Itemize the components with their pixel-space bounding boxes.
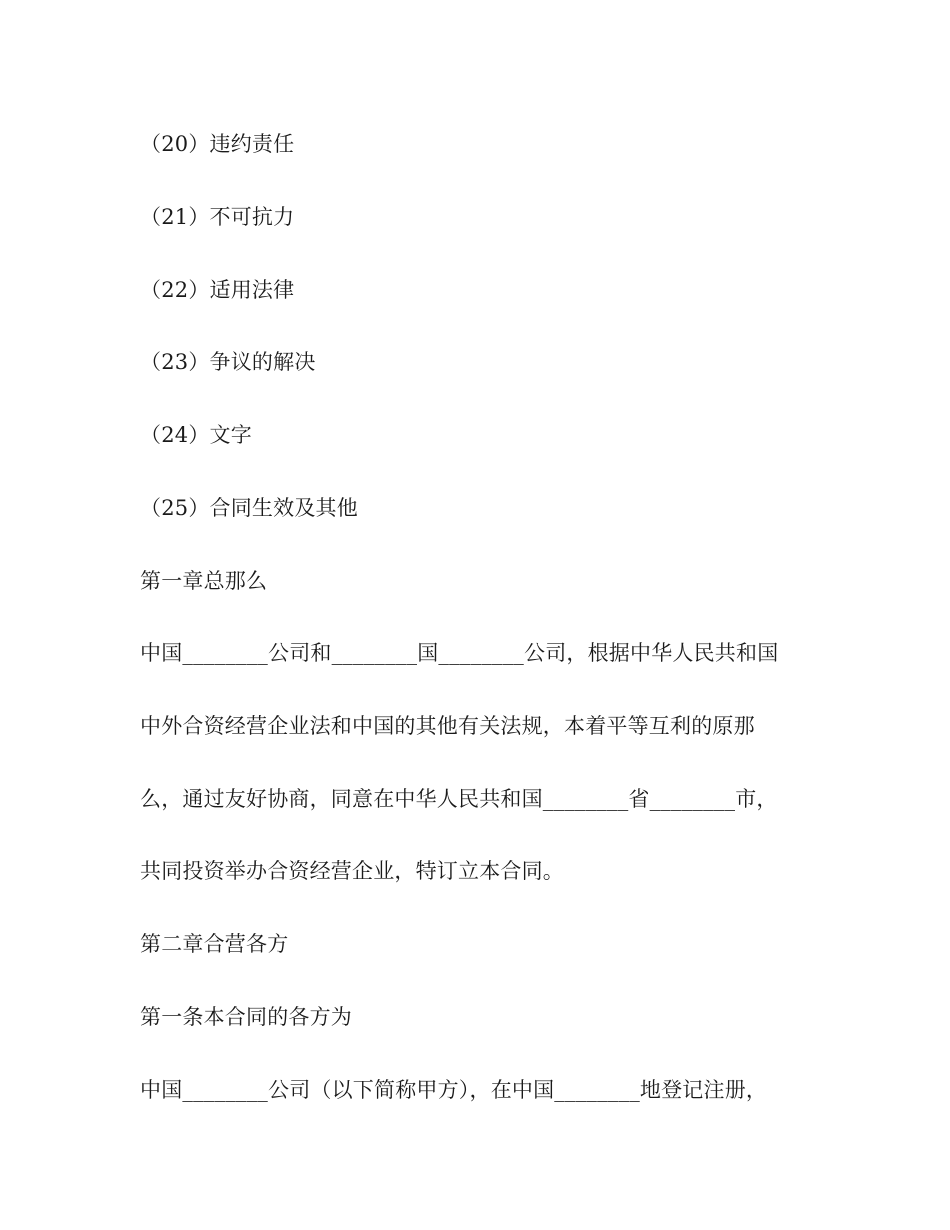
contents-item-24: （24）文字	[140, 423, 252, 447]
contents-item-21: （21）不可抗力	[140, 205, 295, 229]
article-1-paragraph-line-1: 中国________公司（以下简称甲方），在中国________地登记注册，	[140, 1078, 768, 1102]
contents-item-25: （25）合同生效及其他	[140, 496, 358, 520]
contents-item-23: （23）争议的解决	[140, 350, 316, 374]
chapter-1-paragraph-line-1: 中国________公司和________国________公司，根据中华人民共和国	[140, 641, 779, 665]
chapter-1-paragraph-line-2: 中外合资经营企业法和中国的其他有关法规，本着平等互利的原那	[140, 714, 755, 738]
chapter-2-heading: 第二章合营各方	[140, 932, 289, 956]
contents-item-22: （22）适用法律	[140, 278, 295, 302]
chapter-1-paragraph-line-4: 共同投资举办合资经营企业，特订立本合同。	[140, 859, 564, 883]
contents-item-20: （20）违约责任	[140, 132, 295, 156]
chapter-1-paragraph-line-3: 么，通过友好协商，同意在中华人民共和国________省________市，	[140, 787, 778, 811]
chapter-1-heading: 第一章总那么	[140, 569, 268, 593]
article-1-heading: 第一条本合同的各方为	[140, 1005, 352, 1029]
